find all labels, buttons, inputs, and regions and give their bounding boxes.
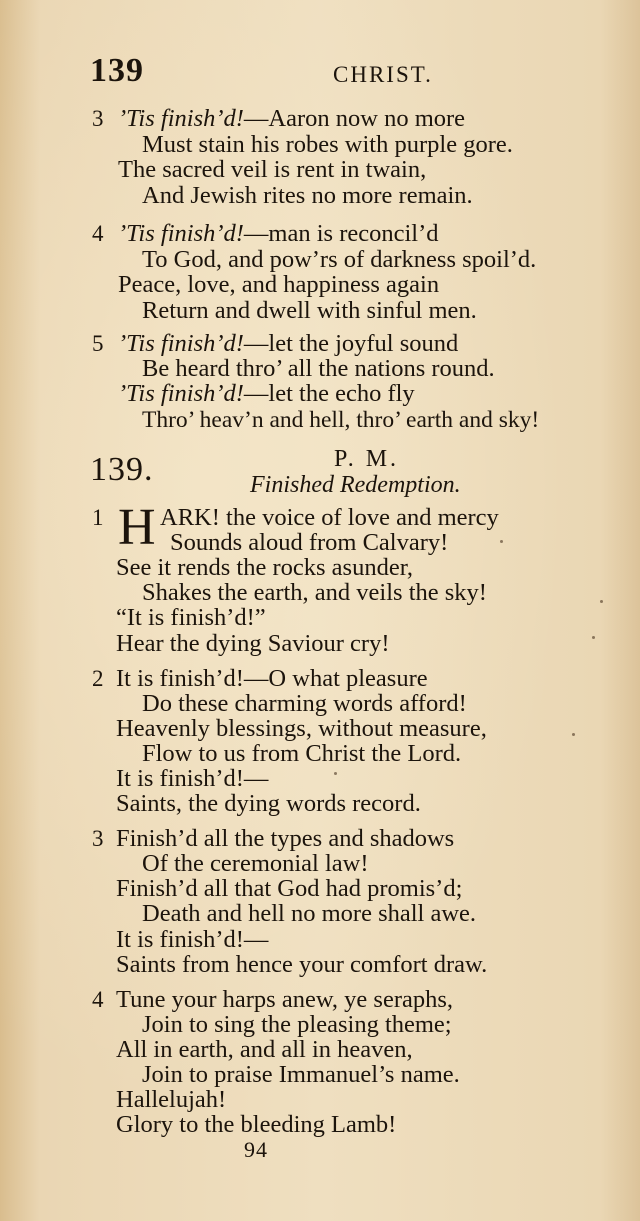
verse-line: ARK! the voice of love and mercy — [160, 504, 499, 531]
verse-line — [118, 106, 465, 132]
verse-line-rest: —let the echo fly — [243, 380, 415, 407]
verse-line — [118, 331, 458, 357]
verse-number: 4 — [92, 221, 104, 246]
verse-line: Be heard thro’ all the nations round. — [142, 355, 495, 382]
verse-line: Hear the dying Saviour cry! — [116, 630, 390, 657]
verse-line: Of the ceremonial law! — [142, 850, 369, 877]
verse-line: To God, and pow’rs of darkness spoil’d. — [142, 246, 537, 273]
verse-line-rest: —let the joyful sound — [243, 330, 459, 357]
verse-line: Peace, love, and happiness again — [118, 271, 440, 298]
paper-speck — [572, 733, 575, 736]
paper-speck — [600, 600, 603, 603]
verse-line: See it rends the rocks asunder, — [116, 554, 414, 581]
verse-line: Flow to us from Christ the Lord. — [142, 740, 462, 767]
verse-line: And Jewish rites no more remain. — [142, 182, 473, 209]
verse-line: Finish’d all that God had promis’d; — [116, 875, 463, 902]
verse-line: Tune your harps anew, ye seraphs, — [116, 986, 454, 1013]
verse-line: Saints from hence your comfort draw. — [116, 951, 488, 978]
verse-line: Hallelujah! — [116, 1086, 227, 1113]
hymn-number: 139. — [90, 451, 154, 488]
verse-line: “It is finish’d!” — [116, 604, 266, 631]
verse-line-emphasis: ’Tis finish’d! — [118, 330, 244, 357]
verse-line: All in earth, and all in heaven, — [116, 1036, 413, 1063]
verse-line: Death and hell no more shall awe. — [142, 900, 477, 927]
verse-line: Saints, the dying words record. — [116, 790, 421, 817]
verse-line-emphasis: ’Tis finish’d! — [118, 220, 244, 247]
verse-number: 4 — [92, 987, 104, 1012]
verse-line-rest: —Aaron now no more — [243, 105, 466, 132]
verse-line-emphasis: ’Tis finish’d! — [118, 105, 244, 132]
verse-line: It is finish’d!— — [116, 926, 269, 953]
verse-line — [118, 221, 439, 247]
verse-number: 1 — [92, 505, 104, 530]
hymn-title: Finished Redemption. — [250, 472, 461, 498]
verse-line: It is finish’d!— — [116, 765, 269, 792]
paper-speck — [334, 772, 337, 775]
verse-line: Glory to the bleeding Lamb! — [116, 1111, 397, 1138]
running-head: CHRIST. — [333, 62, 433, 87]
verse-line: Join to praise Immanuel’s name. — [142, 1061, 460, 1088]
verse-line — [118, 381, 415, 407]
verse-line: Shakes the earth, and veils the sky! — [142, 579, 487, 606]
paper-speck — [592, 636, 595, 639]
verse-line: Sounds aloud from Calvary! — [170, 529, 449, 556]
verse-line: Heavenly blessings, without measure, — [116, 715, 487, 742]
verse-line: Must stain his robes with purple gore. — [142, 131, 513, 158]
drop-cap: H — [118, 499, 156, 556]
verse-line-rest: —man is reconcil’d — [243, 220, 439, 247]
paper-speck — [500, 540, 503, 543]
verse-number: 2 — [92, 666, 104, 691]
verse-line: Join to sing the pleasing theme; — [142, 1011, 452, 1038]
verse-line: It is finish’d!—O what pleasure — [116, 665, 428, 692]
signature-number: 94 — [244, 1137, 268, 1162]
verse-line-emphasis: ’Tis finish’d! — [118, 380, 244, 407]
verse-line: Thro’ heav’n and hell, thro’ earth and sky! — [142, 407, 540, 433]
verse-number: 3 — [92, 106, 104, 131]
verse-number: 3 — [92, 826, 104, 851]
hymn-meter: P. M. — [334, 446, 400, 472]
verse-number: 5 — [92, 331, 104, 356]
verse-line: Return and dwell with sinful men. — [142, 297, 477, 324]
page-header — [0, 52, 640, 96]
verse-line: Do these charming words afford! — [142, 690, 467, 717]
verse-line: Finish’d all the types and shadows — [116, 825, 455, 852]
page-number: 139 — [90, 52, 144, 89]
verse-line: The sacred veil is rent in twain, — [118, 156, 427, 183]
